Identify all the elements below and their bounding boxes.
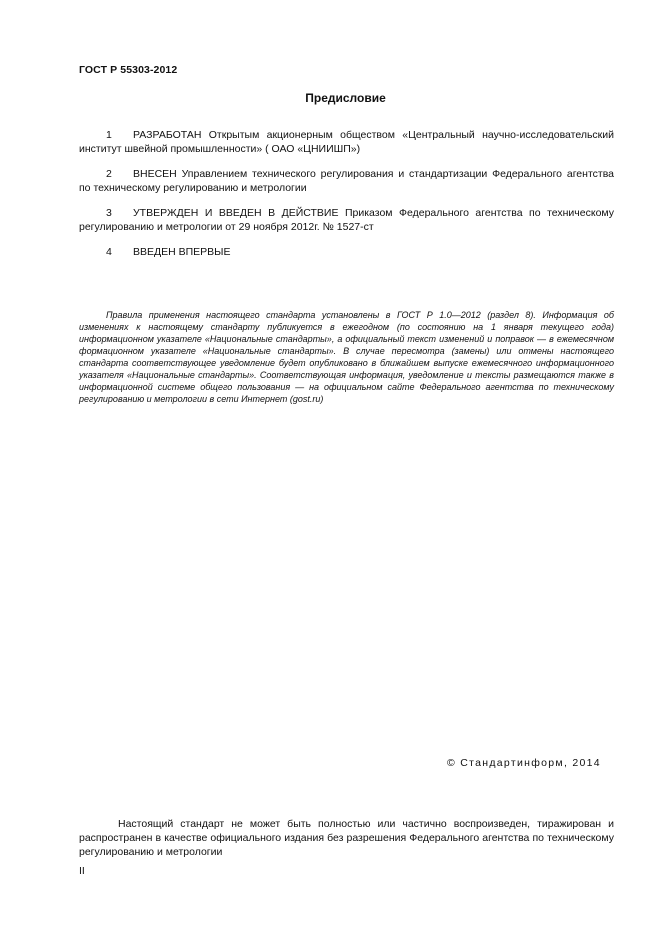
- item-number: 4: [106, 246, 112, 258]
- item-text: ВВЕДЕН ВПЕРВЫЕ: [133, 246, 231, 258]
- item-number: 3: [106, 207, 112, 219]
- standard-designation: ГОСТ Р 55303-2012: [79, 64, 178, 76]
- page-number: II: [79, 865, 85, 877]
- item-text: ВНЕСЕН Управлением технического регулирования и стандартизации Федерального агентства по техническому регулированию и метрологии: [79, 168, 614, 194]
- item-text: РАЗРАБОТАН Открытым акционерным обществом «Центральный научно-исследовательский институт швейной промышленности» ( ОАО «ЦНИИШП»): [79, 129, 614, 155]
- item-text: УТВЕРЖДЕН И ВВЕДЕН В ДЕЙСТВИЕ Приказом Федерального агентства по техническому регулированию и метрологии от 29 ноября 2012г. № 1527-ст: [79, 207, 614, 233]
- item-number: 1: [106, 129, 112, 141]
- application-rules-notice: Правила применения настоящего стандарта установлены в ГОСТ Р 1.0—2012 (раздел 8). Информация об изменениях к настоящему стандарту публикуется в ежегодном (по состоянию на 1 января текущего года) информационном указателе «Национальные стандарты», а официальный текст изменений и поправок — в ежемесячном формационном указателе «Национальные стандарты». В случае пересмотра (замены) или отмены настоящего стандарта соответствующее уведомление будет опубликовано в ближайшем выпуске ежемесячного информационного указателя «Национальные стандарты». Соответствующая информация, уведомление и тексты размещаются также в информационной системе общего пользования — на официальном сайте Федерального агентства по техническому регулированию и метрологии в сети Интернет (gost.ru): [79, 310, 614, 404]
- preface-item-4: [79, 245, 614, 259]
- reproduction-disclaimer: Настоящий стандарт не может быть полностью или частично воспроизведен, тиражирован и распространен в качестве официального издания без разрешения Федерального агентства по техническому регулированию и метрологии: [79, 818, 614, 858]
- preface-item-2: [79, 167, 614, 195]
- copyright-line: © Стандартинформ, 2014: [447, 757, 601, 769]
- preface-item-1: [79, 128, 614, 156]
- item-number: 2: [106, 168, 112, 180]
- preface-items: [79, 128, 614, 270]
- preface-item-3: [79, 206, 614, 234]
- page-title: Предисловие: [305, 91, 386, 105]
